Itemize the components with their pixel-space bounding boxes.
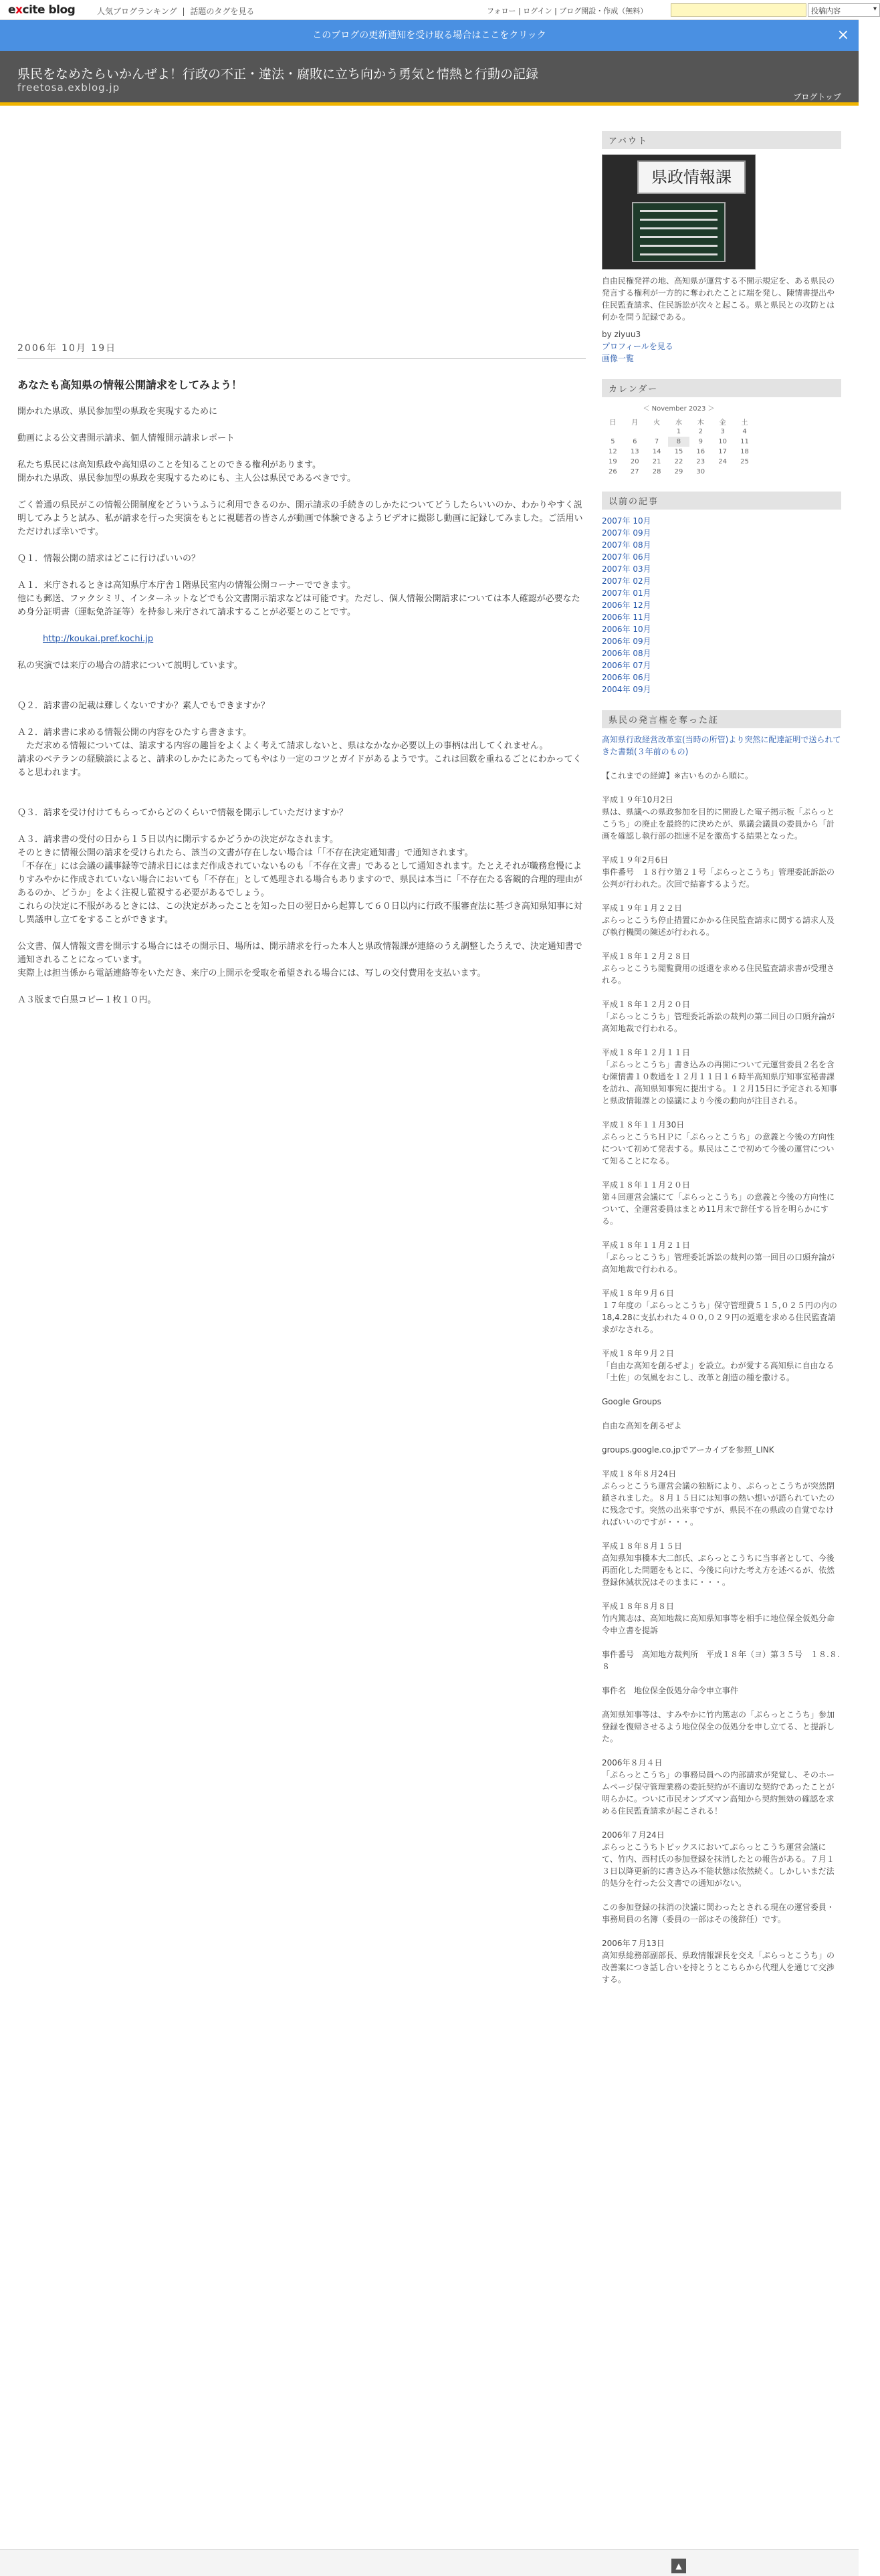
calendar-day: 9: [698, 438, 703, 445]
evidence-item: [602, 1047, 841, 1107]
evidence-item: [602, 1600, 841, 1636]
evidence-item: [602, 734, 841, 758]
archive-list: [602, 515, 841, 695]
evidence-text: １７年度の「ぷらっとこうち」保守管理費５１５,０２５円の内の18,4.28に支払われた４００,０２９円の返還を求める住民監査請求がなされる。: [602, 1301, 837, 1334]
calendar-day: 19: [609, 458, 617, 465]
evidence-date: 平成１８年１１月２１日: [602, 1241, 691, 1250]
archive-link[interactable]: 2006年 09月: [602, 637, 651, 646]
evidence-item: [602, 1540, 841, 1588]
evidence-text: 高知県総務部副部長、県政情報課長を交え「ぷらっとこうち」の改善案につき話し合いを持とうとこちらから代理人を通じて交渉する。: [602, 1951, 835, 1984]
post-paragraph: 私たち県民には高知県政や高知県のことを知ることのできる権利があります。: [17, 460, 321, 470]
evidence-date: 平成１８年８月８日: [602, 1602, 675, 1611]
archive-link[interactable]: 2007年 08月: [602, 540, 651, 550]
post-paragraph: Ｑ３．請求を受け付けてもらってからどのくらいで情報を開示していただけますか？: [17, 808, 348, 818]
evidence-text: 「ぷらっとこうち」書き込みの再開について元運営委員２名を含む陳情書１０数通を１２月１１日１６時半高知県庁知事室秘書課を訪れ、高知県知事宛に提出する。１２月15日に予定される知事と県政情報課との協議により今後の動向が注目される。: [602, 1060, 837, 1105]
evidence-date: 平成１８年８月１５日: [602, 1541, 683, 1551]
calendar-day: 26: [609, 468, 617, 475]
evidence-item: [602, 854, 841, 890]
calendar-day: 13: [630, 448, 639, 455]
evidence-item: [602, 1444, 841, 1456]
calendar-day: 5: [611, 438, 615, 445]
calendar-day: [734, 467, 756, 477]
post-paragraph: これらの決定に不服があるときには、この決定があったことを知った日の翌日から起算して６０日以内に行政不服審査法に基づき高知県知事に対し異議申し立てをすることができます。: [17, 901, 582, 925]
post-paragraph: 「不存在」には会議の議事録等で請求日にはまだ作成されていないものも「不存在文書」であるとして通知されます。たとえそれが職務怠慢によりすみやかに作成されていない場合においても「不存在」として処理される場合もありますので、県民は本当に「不存在たる客観的合理的理由があるのか、どうか」をよく注視し監視する必要があるでしょう。: [17, 861, 582, 898]
post-paragraph: そのときに情報公開の請求を受けられたら、該当の文書が存在しない場合は「「不存在決定通知書」で通知されます。: [17, 848, 473, 858]
calendar-weekday: 土: [741, 419, 748, 427]
post-spacer: [17, 566, 586, 579]
post-spacer: [17, 780, 586, 793]
calendar-day: [602, 427, 624, 437]
archive-link[interactable]: 2007年 01月: [602, 588, 651, 598]
evidence-date: 2006年７月24日: [602, 1830, 665, 1840]
evidence-item: [602, 950, 841, 986]
evidence-date: 平成１８年９月２日: [602, 1349, 675, 1358]
calendar-day: [624, 427, 646, 437]
evidence-list: [602, 734, 841, 1985]
evidence-item: [602, 998, 841, 1035]
evidence-item: [602, 1239, 841, 1275]
post-paragraph: 請求のベテランの経験談によると、請求のしかたにあたってもやはり一定のコツとガイドがあるようです。これは回数を重ねるごとにわかってくると思われます。: [17, 754, 582, 778]
update-notification-bar[interactable]: [0, 20, 859, 51]
calendar-grid: [602, 417, 756, 477]
blog-top-link[interactable]: ブログトップ: [793, 92, 841, 102]
post-paragraph: 開かれた県政、県民参加型の県政を実現するために: [17, 407, 218, 417]
calendar-day: 10: [718, 438, 727, 445]
evidence-heading: 県民の発言権を奪った証: [602, 710, 841, 728]
evidence-text: 県は、県議への県政参加を目的に開設した電子掲示板「ぷらっとこうち」の廃止を最終的に決めたが、県議会議員の委員から「計画を確認し執行部の拙速不足を激高する結果となった。: [602, 807, 835, 841]
post-spacer: [17, 980, 586, 994]
calendar-weekday: 金: [719, 419, 726, 427]
post-body: [17, 405, 586, 1007]
calendar-day: 15: [674, 448, 683, 455]
calendar-day: 1: [676, 428, 681, 435]
evidence-section: [602, 710, 841, 1985]
evidence-date: 平成１８年１１月２０日: [602, 1180, 691, 1190]
evidence-item: [602, 1709, 841, 1745]
archive-link[interactable]: 2006年 08月: [602, 649, 651, 658]
calendar-day: 18: [740, 448, 749, 455]
post-paragraph: 私の実演では来庁の場合の請求について説明しています。: [17, 661, 243, 671]
evidence-date: 平成１９年１月２２日: [602, 903, 683, 913]
archive-link[interactable]: 2007年 10月: [602, 516, 651, 526]
post-spacer: [17, 713, 586, 726]
evidence-text: ぷらっとこうち運営会議の独断により、ぷらっとこうちが突然閉鎖されました。８月１５日には知事の熱い想いが語られていたのに残念です。突然の出来事ですが、県民不在の県政の自覚でなければいいのですが・・・。: [602, 1481, 835, 1527]
evidence-date: 2006年７月13日: [602, 1939, 665, 1948]
post-spacer: [17, 486, 586, 499]
evidence-text: groups.google.co.jpでアーカイブを参照_LINK: [602, 1445, 774, 1455]
evidence-item: [602, 1937, 841, 1985]
post-paragraph: Ａ３版まで白黒コピー１枚１０円。: [17, 995, 156, 1005]
profile-image-sign: 県政情報課: [637, 160, 746, 194]
evidence-text: ぷらっとこうち停止措置にかかる住民監査請求に関する請求人及び執行機関の陳述が行われる。: [602, 916, 835, 937]
post-spacer: [17, 793, 586, 807]
search-scope-select[interactable]: 投稿内容 ▾: [808, 3, 880, 17]
evidence-text: Google Groups: [602, 1397, 661, 1406]
evidence-item: [602, 794, 841, 842]
evidence-text: 「ぷらっとこうち」管理委託訴訟の裁判の第一回目の口頭弁論が高知地裁で行われる。: [602, 1253, 835, 1274]
scroll-top-icon[interactable]: ▲: [671, 2559, 686, 2573]
calendar-month-nav[interactable]: ＜ November 2023 ＞: [643, 405, 715, 413]
link-paragraph: [17, 633, 586, 646]
evidence-date: 平成１８年１２月２０日: [602, 1000, 691, 1009]
calendar-day: 30: [696, 468, 705, 475]
calendar-day: 23: [696, 458, 705, 465]
calendar-day: 4: [742, 428, 747, 435]
excite-topbar: [0, 0, 877, 20]
calendar-section: [602, 379, 841, 477]
post-spacer: [17, 445, 586, 459]
calendar-day: 16: [696, 448, 705, 455]
calendar-day: 8: [668, 437, 690, 447]
post-spacer: [17, 927, 586, 940]
evidence-date: 平成１８年１１月30日: [602, 1120, 685, 1130]
archive-link[interactable]: 2007年 03月: [602, 564, 651, 574]
archive-link[interactable]: 2007年 02月: [602, 576, 651, 586]
evidence-date: 平成１８年１２月２８日: [602, 952, 691, 961]
archive-link[interactable]: 2004年 09月: [602, 685, 651, 694]
post-date: 2006年 10月 19日: [17, 341, 586, 359]
evidence-text: 高知県知事橋本大二郎氏、ぷらっとこうちに当事者として、今後再面化した問題をもとに、今後に向けた考え方を述べるが、依然登録休減状況はそのままに・・・。: [602, 1553, 835, 1587]
post-paragraph: 実際上は担当係から電話連絡等をいただき、来庁の上開示を受取を希望される場合には、写しの交付費用を支払います。: [17, 968, 486, 978]
profile-image[interactable]: [602, 154, 756, 270]
about-section: [602, 131, 841, 364]
excite-blog-logo[interactable]: excite blog: [8, 3, 76, 17]
archive-link[interactable]: 2007年 06月: [602, 552, 651, 562]
calendar-day: 11: [740, 438, 749, 445]
calendar-weekday: 火: [653, 419, 661, 427]
evidence-item: [602, 770, 841, 782]
info-disclosure-link[interactable]: http://koukai.pref.kochi.jp: [43, 634, 154, 644]
calendar-day: 22: [674, 458, 683, 465]
post-spacer: [17, 673, 586, 686]
archive-link[interactable]: 2006年 06月: [602, 673, 651, 682]
evidence-item: [602, 1420, 841, 1432]
calendar-day: [646, 427, 668, 437]
profile-image-board: [632, 202, 726, 262]
calendar-day: 27: [630, 468, 639, 475]
evidence-item: [602, 1287, 841, 1335]
evidence-text: この参加登録の抹消の決議に関わったとされる現在の運営委員・事務局員の名簿（委員の一部はその後辞任）です。: [602, 1903, 835, 1924]
trending-tags-link[interactable]: 話題のタグを見る: [190, 7, 255, 16]
post-paragraph: Ｑ２．請求書の記載は難しくないですか？素人でもできますか？: [17, 701, 270, 711]
calendar-weekday: 月: [631, 419, 639, 427]
evidence-text[interactable]: 高知県行政経営改革室(当時の所管)より突然に配達証明で送られてきた書類(３年前のもの): [602, 735, 841, 756]
account-links[interactable]: フォロー | ログイン | ブログ開設・作成（無料）: [487, 7, 648, 15]
evidence-text: 高知県知事等は、すみやかに竹内篤志の「ぷらっとこうち」参加登録を復帰させるよう地位保全の仮処分を申し立てる、と提訴した。: [602, 1710, 835, 1743]
evidence-item: [602, 1648, 841, 1673]
post-title[interactable]: あなたも高知県の情報公開請求をしてみよう！: [17, 379, 243, 391]
footer-bar: [0, 2549, 859, 2576]
evidence-item: [602, 1468, 841, 1528]
calendar-weekday: 日: [609, 419, 617, 427]
evidence-text: ぷらっとこうち閲覧費用の返還を求める住民監査請求書が受理される。: [602, 964, 835, 985]
calendar-day: 2: [698, 428, 703, 435]
calendar-day: 28: [652, 468, 661, 475]
post-spacer: [17, 619, 586, 633]
evidence-item: [602, 1179, 841, 1227]
calendar-day: 17: [718, 448, 727, 455]
evidence-text: 自由な高知を創るぜよ: [602, 1421, 682, 1430]
post-paragraph: Ａ３．請求書の受付の日から１５日以内に開示するかどうかの決定がなされます。: [17, 835, 338, 845]
about-heading: アバウト: [602, 131, 841, 149]
evidence-text: 事件名 地位保全仮処分命令申立事件: [602, 1686, 739, 1695]
calendar-weekday: 木: [697, 419, 704, 427]
archive-link[interactable]: 2006年 07月: [602, 661, 651, 670]
evidence-item: [602, 902, 841, 938]
calendar-day: 3: [720, 428, 725, 435]
evidence-date: 2006年８月４日: [602, 1758, 663, 1767]
evidence-text: ぷらっとこうちトピックスにおいてぷらっとこうち運営会議にて、竹内、西村氏の参加登録を抹消したとの報告がある。７月１３日以降更新的に書き込み不能状態は依然続く。しかしいまだ法的処分を行った公文書での通知がない。: [602, 1842, 835, 1888]
about-text: 自由民権発祥の地、高知県が運営する不開示規定を、ある県民の発言する権利が一方的に奪われたことに端を発し、陳情書提出や住民監査請求、住民訴訟が次々と起こる。県と県民との攻防とは何かを問う記録である。: [602, 276, 835, 322]
post-spacer: [17, 419, 586, 432]
search-input[interactable]: [671, 3, 806, 17]
link-separator: |: [182, 7, 185, 16]
evidence-item: [602, 1348, 841, 1384]
evidence-text: ぷらっとこうちＨＰに「ぷらっとこうち」の意義と今後の方向性について初めて発表する。県民はここで初めて今後の運営について知ることになる。: [602, 1132, 835, 1166]
popular-ranking-link[interactable]: 人気ブログランキング: [97, 7, 177, 16]
evidence-item: [602, 1119, 841, 1167]
calendar-day: 14: [652, 448, 661, 455]
blog-title[interactable]: 県民をなめたらいかんぜよ！行政の不正・違法・腐敗に立ち向かう勇気と情熱と行動の記録: [17, 67, 539, 82]
post-paragraph: ただ求める情報については、請求する内容の趣旨をよくよく考えて請求しないと、県はなかなか必要以上の事柄は出してくれません。: [17, 741, 548, 751]
archive-link[interactable]: 2006年 12月: [602, 601, 651, 610]
evidence-text: 「ぷらっとこうち」管理委託訴訟の裁判の第二回目の口頭弁論が高知地裁で行われる。: [602, 1012, 835, 1033]
archive-link[interactable]: 2006年 10月: [602, 625, 651, 634]
post-paragraph: 開かれた県政、県民参加型の県政を実現するためにも、主人公は県民であるべきです。: [17, 473, 356, 484]
chevron-down-icon: ▾: [873, 5, 877, 13]
about-author: by ziyuu3: [602, 330, 641, 339]
calendar-day: 6: [633, 438, 637, 445]
sidebar: [602, 131, 841, 2000]
evidence-text: 竹内篤志は、高知地裁に高知県知事等を相手に地位保全仮処分命令申立書を提訴: [602, 1614, 835, 1635]
main-content: [17, 341, 586, 1007]
evidence-date: 平成１９年10月2日: [602, 795, 673, 804]
post-spacer: [17, 646, 586, 659]
calendar-day: 25: [740, 458, 749, 465]
close-icon[interactable]: ×: [837, 27, 849, 43]
calendar: [602, 403, 756, 477]
blog-url: freetosa.exblog.jp: [17, 82, 120, 94]
post-paragraph: ごく普通の県民がこの情報公開制度をどういうふうに利用できるのか、開示請求の手続きのしかたについてどうしたらいいのか、わかりやすく説明してみようと試み、私が請求を行った実演をもとに視聴者の皆さんが動画で体験できるようビデオに撮影し動画に記録してみました。ご活用いただければ幸いです。: [17, 500, 583, 537]
evidence-text: 事件番号 高知地方裁判所 平成１８年（ヨ）第３５号 １８.８.８: [602, 1650, 840, 1671]
evidence-item: [602, 1901, 841, 1925]
evidence-date: 平成１８年８月24日: [602, 1469, 677, 1479]
calendar-day: 12: [609, 448, 617, 455]
evidence-text: 事件番号 １８行ウ第２１号「ぷらっとこうち」管理委託訴訟の公判が行われた。次回で結審するようだ。: [602, 867, 835, 889]
calendar-heading: カレンダー: [602, 379, 841, 397]
post-spacer: [17, 539, 586, 552]
evidence-item: [602, 1396, 841, 1408]
evidence-item: [602, 1757, 841, 1817]
post-spacer: [17, 820, 586, 833]
calendar-day: 7: [654, 438, 659, 445]
topbar-links: [97, 5, 257, 17]
archive-section: [602, 492, 841, 695]
evidence-text: 「自由な高知を創るぜよ」を設立。わが愛する高知県に自由なる「土佐」の気風をおこし、改革と創造の種を撒ける。: [602, 1361, 835, 1382]
archive-link[interactable]: 2007年 09月: [602, 528, 651, 538]
profile-link[interactable]: プロフィールを見る: [602, 342, 673, 351]
evidence-date: 平成１８年９月６日: [602, 1289, 675, 1298]
post-paragraph: 動画による公文書開示請求、個人情報開示請求レポート: [17, 433, 235, 443]
evidence-text: 第４回運営会議にて「ぷらっとこうち」の意義と今後の方向性について、全運営委員はまとめ11月末で辞任する旨を明らかにする。: [602, 1192, 835, 1226]
calendar-day: 21: [652, 458, 661, 465]
post-paragraph: Ａ２．請求書に求める情報公開の内容をひたすら書きます。: [17, 728, 251, 738]
evidence-item: [602, 1685, 841, 1697]
image-list-link[interactable]: 画像一覧: [602, 354, 635, 363]
calendar-day: 20: [630, 458, 639, 465]
archive-link[interactable]: 2006年 11月: [602, 613, 651, 622]
calendar-weekday: 水: [675, 419, 682, 427]
evidence-item: [602, 1829, 841, 1889]
post-paragraph: Ａ１．来庁されるときは高知県庁本庁舎１階県民室内の情報公開コーナーでできます。: [17, 580, 356, 591]
notification-text[interactable]: このブログの更新通知を受け取る場合はここをクリック: [312, 30, 546, 41]
calendar-day: 29: [674, 468, 683, 475]
evidence-date: 平成１８年１２月１１日: [602, 1048, 691, 1057]
post-paragraph: Ｑ１．情報公開の請求はどこに行けばいいの？: [17, 554, 201, 564]
post-spacer: [17, 686, 586, 700]
calendar-day: [711, 467, 734, 477]
calendar-day: 24: [718, 458, 727, 465]
post-paragraph: 公文書、個人情報文書を開示する場合にはその開示日、場所は、開示請求を行った本人と県政情報課が連絡のうえ調整したうえで、決定通知書で通知されることになっています。: [17, 942, 582, 965]
evidence-text: 【これまでの経緯】※古いものから順に。: [602, 771, 754, 780]
evidence-date: 平成１９年2月6日: [602, 855, 669, 865]
post-paragraph: 他にも郵送、ファクシミリ、インターネットなどでも公文書開示請求などは可能です。ただし、個人情報公開請求については本人確認が必要なため身分証明書（運転免許証等）を持参し来庁されて請求することが必要とのことです。: [17, 594, 580, 617]
blog-header: [0, 51, 859, 106]
archive-heading: 以前の記事: [602, 492, 841, 510]
evidence-text: 「ぷらっとこうち」の事務局員への内部請求が発覚し、そのホームページ保守管理業務の委託契約が不適切な契約であったことが明らかに。ついに市民オンブズマン高知から契約無効の確認を求める住民監査請求が起こされる！: [602, 1770, 835, 1816]
